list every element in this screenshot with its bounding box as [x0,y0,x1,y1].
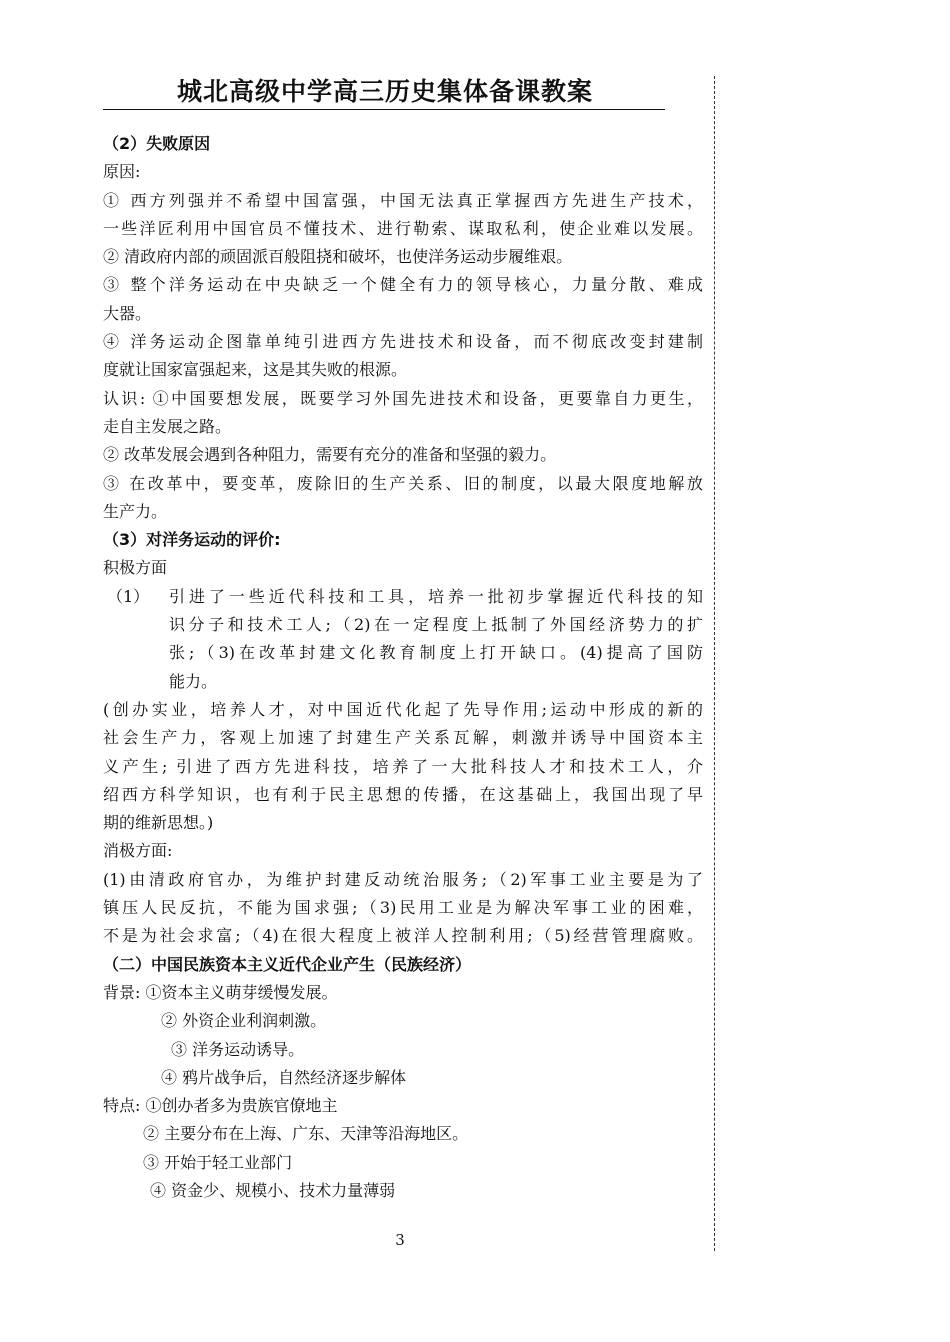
negative-label: 消极方面: [103,841,173,861]
binding-margin-dashed-line [714,76,715,1251]
text-line: (创办实业，培养人才，对中国近代化起了先导作用;运动中形成的新的 [103,699,703,719]
text-line: 走自主发展之路。 [103,416,232,436]
background-line: ② 外资企业利润刺激。 [161,1011,327,1031]
page-number: 3 [395,1231,405,1249]
background-line: ③ 洋务运动诱导。 [171,1039,305,1059]
feature-line: 特点: ①创办者多为贵族官僚地主 [103,1096,338,1116]
positive-list-item [103,583,703,696]
text-line: 社会生产力，客观上加速了封建生产关系瓦解，刺激并诱导中国资本主 [103,728,703,748]
document-body [103,130,703,1205]
feature-line: ④ 资金少、规模小、技术力量薄弱 [150,1180,396,1200]
text-line: (1)由清政府官办，为维护封建反动统治服务;（2)军事工业主要是为了 [103,869,703,889]
section-heading-evaluation: （3）对洋务运动的评价: [103,530,281,550]
text-line: 义产生; 引进了西方先进科技，培养了一大批科技人才和技术工人，介 [103,756,703,776]
list-item-body [169,583,703,696]
text-line: 大器。 [103,303,152,323]
list-number: （1） [107,586,150,606]
text-line: ③ 整个洋务运动在中央缺乏一个健全有力的领导核心，力量分散、难成 [103,275,703,295]
page-title: 城北高级中学高三历史集体备课教案 [176,77,593,106]
text-line: 能力。 [169,671,218,691]
text-line: ① 西方列强并不希望中国富强，中国无法真正掌握西方先进生产技术， [103,190,703,210]
text-line: 识分子和技术工人;（2)在一定程度上抵制了外国经济势力的扩 [169,615,703,635]
feature-line: ③ 开始于轻工业部门 [143,1152,293,1172]
text-line: 生产力。 [103,501,168,521]
section-heading-national-capital: （二）中国民族资本主义近代企业产生（民族经济） [103,954,472,974]
text-line: 度就让国家富强起来，这是其失败的根源。 [103,360,408,380]
reasons-label: 原因: [103,162,141,182]
positive-label: 积极方面 [103,558,168,578]
text-line: 引进了一些近代科技和工具，培养一批初步掌握近代科技的知 [169,586,703,606]
text-line: 镇压人民反抗，不能为国求强;（3)民用工业是为解决军事工业的困难， [103,898,703,918]
text-line: ③ 在改革中，要变革，废除旧的生产关系、旧的制度，以最大限度地解放 [103,473,703,493]
text-line: ② 改革发展会遇到各种阻力，需要有充分的准备和坚强的毅力。 [103,445,557,465]
text-line: 一些洋匠利用中国官员不懂技术、进行勒索、谋取私利，使企业难以发展。 [103,218,703,238]
section-heading-failure-reasons: （2）失败原因 [103,134,211,153]
background-line: 背景: ①资本主义萌芽缓慢发展。 [103,982,338,1002]
background-line: ④ 鸦片战争后，自然经济逐步解体 [161,1067,407,1087]
text-line: 绍西方科学知识，也有利于民主思想的传播，在这基础上，我国出现了早 [103,784,703,804]
text-line: 不是为社会求富;（4)在很大程度上被洋人控制利用;（5)经营管理腐败。 [103,926,703,946]
title-underline [103,109,665,110]
text-line: ④ 洋务运动企图靠单纯引进西方先进技术和设备，而不彻底改变封建制 [103,332,703,352]
text-line: ② 清政府内部的顽固派百般阻挠和破坏，也使洋务运动步履维艰。 [103,247,573,267]
text-line: 张;（3)在改革封建文化教育制度上打开缺口。(4)提高了国防 [169,643,703,663]
text-line: 认识: ①中国要想发展，既要学习外国先进技术和设备，更要靠自力更生， [103,388,703,408]
text-line: 期的维新思想。) [103,813,214,833]
feature-line: ② 主要分布在上海、广东、天津等沿海地区。 [143,1124,469,1144]
